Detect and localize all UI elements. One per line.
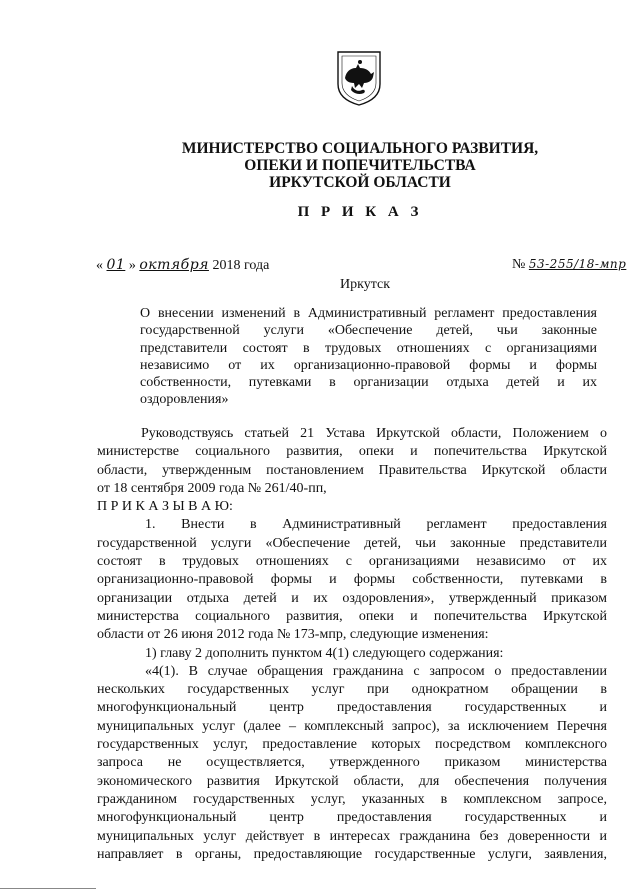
- body-line: нескольких государственных услуг при однократном обращении в: [97, 682, 607, 698]
- document-type-title: П Р И К А З: [297, 204, 423, 220]
- body-line: Руководствуясь статьей 21 Устава Иркутской области, Положением о: [141, 426, 607, 441]
- order-body: [97, 425, 607, 864]
- body-line: государственной услуги «Обеспечение детей, чьи законные представители: [97, 535, 607, 551]
- ministry-line: МИНИСТЕРСТВО СОЦИАЛЬНОГО РАЗВИТИЯ,: [181, 140, 539, 157]
- ministry-line: ОПЕКИ И ПОПЕЧИТЕЛЬСТВА: [244, 157, 476, 174]
- body-line: гражданином государственных услуг, указанных в комплексном запросе,: [97, 791, 607, 807]
- order-date: [96, 257, 269, 274]
- body-line: области от 26 июня 2012 года № 173-мпр, следующие изменения:: [97, 627, 489, 643]
- ministry-line: ИРКУТСКОЙ ОБЛАСТИ: [269, 174, 451, 191]
- date-close-quote: »: [125, 258, 140, 273]
- body-line: многофункциональный центр предоставления государственных и: [97, 700, 607, 716]
- order-number: [512, 257, 626, 273]
- footer-divider: [0, 888, 96, 889]
- body-line: состоят в трудовых отношениях с организациями независимо от их: [97, 554, 607, 570]
- body-line: министерстве социального развития, опеки и попечительства Иркутской: [97, 444, 607, 460]
- body-line: области, утвержденным постановлением Правительства Иркутской области: [97, 462, 607, 478]
- order-subject: [140, 305, 597, 409]
- subject-line: оздоровления»: [140, 392, 229, 408]
- body-line: от 18 сентября 2009 года № 261/40-пп,: [97, 480, 327, 496]
- coat-of-arms-icon: [334, 50, 384, 106]
- subject-line: представители состоят в трудовых отношениях с организациями: [140, 340, 597, 356]
- subject-line: государственной услуги «Обеспечение детей, чьи законные: [140, 323, 597, 339]
- handwritten-month: октября: [139, 257, 209, 273]
- order-directive: П Р И К А З Ы В А Ю:: [97, 499, 233, 515]
- body-line: муниципальных услуг (далее – комплексный запрос), за исключением Перечня: [97, 718, 607, 734]
- subject-line: независимо от их организационно-правовой формы и формы: [140, 357, 597, 373]
- city-name: Иркутск: [340, 277, 391, 292]
- body-line: направляет в органы, предоставляющие государственные услуги, заявления,: [97, 846, 607, 862]
- subject-line: О внесении изменений в Административный регламент предоставления: [140, 306, 597, 321]
- body-line: государственных услуг, предоставление которых посредством комплексного: [97, 737, 607, 753]
- date-year: 2018 года: [208, 258, 270, 273]
- body-line: 1. Внести в Административный регламент предоставления: [145, 517, 607, 533]
- date-open-quote: «: [96, 258, 107, 273]
- body-line: муниципальных услуг действует в интересах гражданина без доверенности и: [97, 828, 607, 844]
- subject-line: собственности, путевками в организации отдыха детей и их: [140, 375, 597, 391]
- body-line: запроса не осуществляется, утвержденного приказом министерства: [97, 755, 607, 771]
- number-prefix: №: [512, 257, 529, 272]
- handwritten-day: 01: [106, 257, 126, 273]
- handwritten-number: 53-255/18-мпр: [528, 257, 627, 271]
- body-line: министерства социального развития, опеки и попечительства Иркутской: [97, 608, 607, 624]
- ministry-title: [130, 140, 590, 191]
- body-line: многофункциональный центр предоставления государственных и: [97, 810, 607, 826]
- body-line: «4(1). В случае обращения гражданина с запросом о предоставлении: [145, 663, 607, 679]
- body-line: 1) главу 2 дополнить пунктом 4(1) следующего содержания:: [145, 645, 504, 661]
- body-line: экономического развития Иркутской области, для обеспечения получения: [97, 773, 607, 789]
- body-line: организационно-правовой формы и формы собственности, путевками в: [97, 572, 607, 588]
- body-line: организации отдыха детей и их оздоровления», утвержденный приказом: [97, 590, 607, 606]
